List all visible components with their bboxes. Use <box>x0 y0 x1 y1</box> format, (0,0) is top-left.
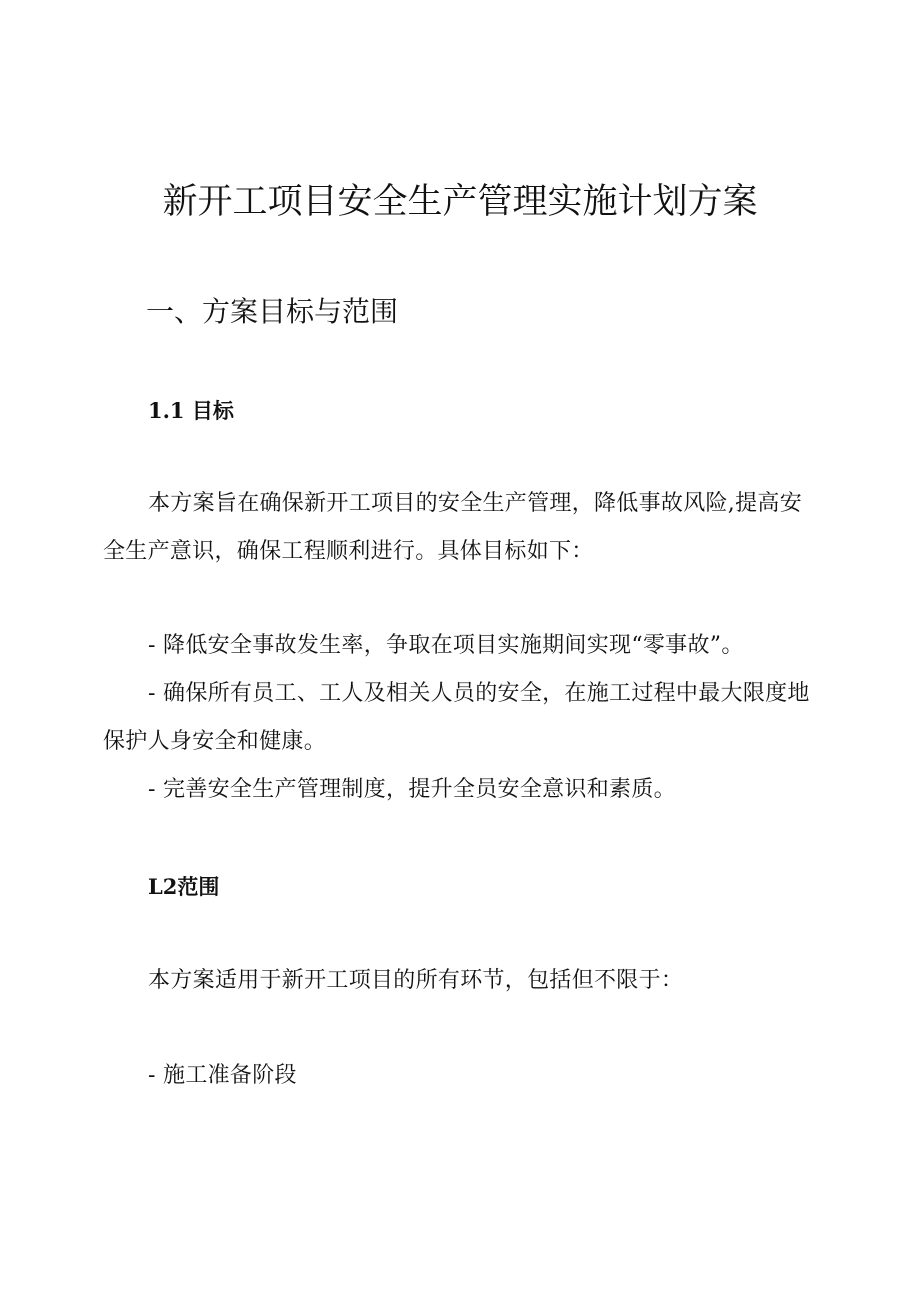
goal-bullet-management-system: - 完善安全生产管理制度，提升全员安全意识和素质。 <box>148 777 676 802</box>
section-heading-goals-scope: 一、方案目标与范围 <box>146 295 399 328</box>
goal-bullet-zero-accident: - 降低安全事故发生率，争取在项目实施期间实现“零事故”。 <box>148 633 744 658</box>
scope-intro-paragraph: 本方案适用于新开工项目的所有环节，包括但不限于： <box>148 968 684 993</box>
subsection-heading-goals: 1.1 目标 <box>148 398 234 423</box>
document-title: 新开工项目安全生产管理实施计划方案 <box>162 182 758 222</box>
goals-intro-paragraph: 本方案旨在确保新开工项目的安全生产管理，降低事故风险,提高安全生产意识，确保工程顺利进行。具体目标如下： <box>103 491 802 564</box>
goal-bullet-personnel-safety: - 确保所有员工、工人及相关人员的安全，在施工过程中最大限度地保护人身安全和健康。 <box>103 681 810 754</box>
scope-bullet-preparation-stage: - 施工准备阶段 <box>148 1063 297 1088</box>
subsection-heading-scope: L2范围 <box>148 874 220 899</box>
